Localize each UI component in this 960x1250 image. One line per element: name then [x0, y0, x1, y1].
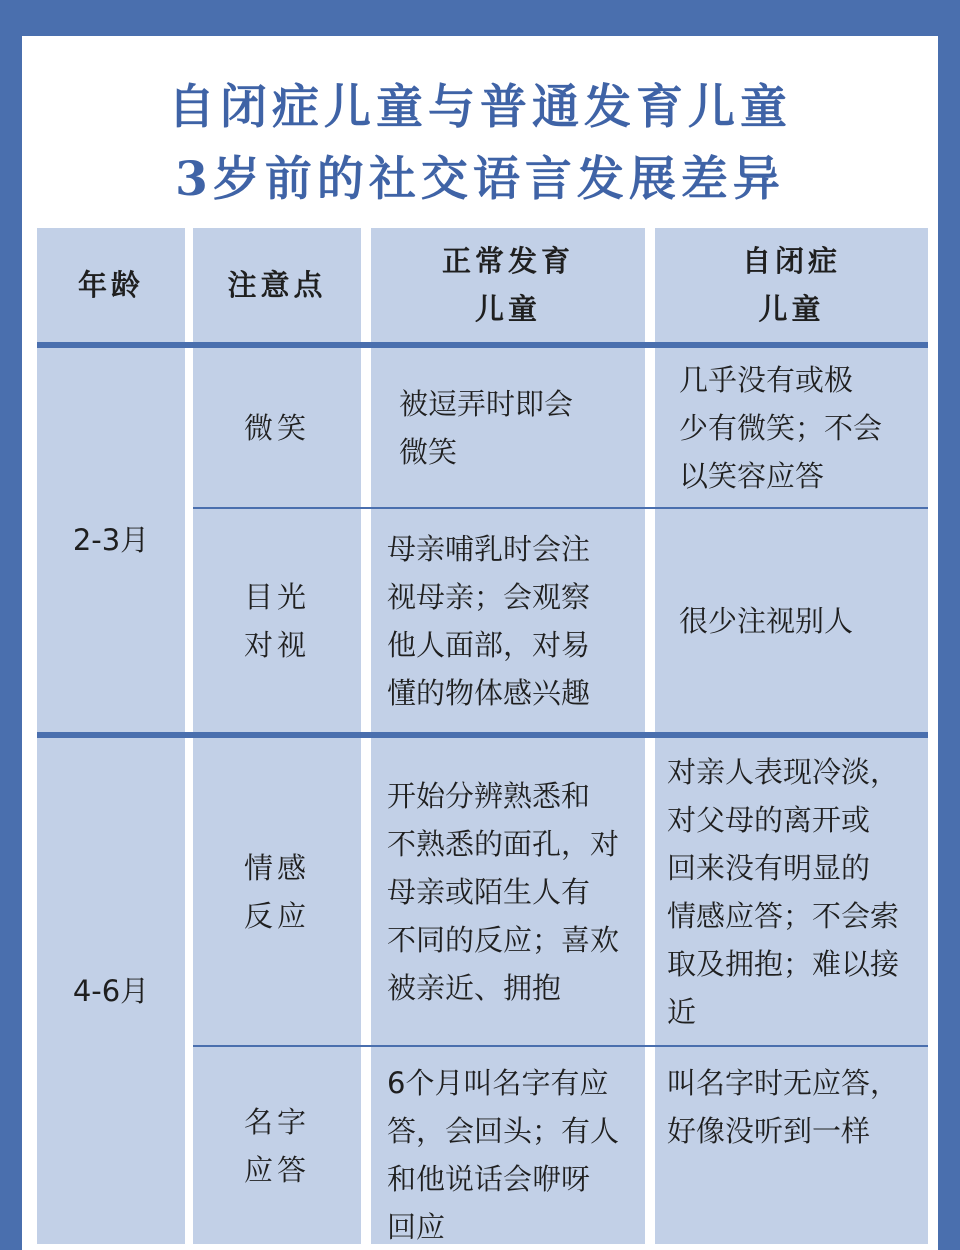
age-cell-4-6: 4-6月 — [37, 738, 185, 1244]
page-title — [0, 72, 960, 216]
header-autism: 自闭症 儿童 — [655, 228, 928, 342]
header-age: 年龄 — [37, 228, 185, 342]
autism-cell-eye-contact: 很少注视别人 — [655, 509, 928, 732]
header-point: 注意点 — [193, 228, 361, 342]
autism-cell-emotion: 对亲人表现冷淡， 对父母的离开或 回来没有明显的 情感应答；不会索 取及拥抱；难以接 近 — [655, 738, 928, 1045]
normal-cell-emotion: 开始分辨熟悉和 不熟悉的面孔，对 母亲或陌生人有 不同的反应；喜欢 被亲近、拥抱 — [371, 738, 645, 1045]
point-cell-name-response: 名字 应答 — [193, 1047, 361, 1244]
normal-cell-name-response: 6个月叫名字有应 答，会回头；有人 和他说话会咿呀 回应 — [371, 1047, 645, 1244]
title-line-2: 3岁前的社交语言发展差异 — [175, 152, 785, 207]
title-line-1: 自闭症儿童与普通发育儿童 — [168, 80, 792, 135]
autism-cell-smile: 几乎没有或极 少有微笑；不会 以笑容应答 — [655, 348, 928, 508]
point-cell-eye-contact: 目光 对视 — [193, 509, 361, 732]
autism-cell-name-response: 叫名字时无应答， 好像没听到一样 — [655, 1047, 928, 1244]
normal-cell-eye-contact: 母亲哺乳时会注 视母亲；会观察 他人面部，对易 懂的物体感兴趣 — [371, 509, 645, 732]
point-cell-smile: 微笑 — [193, 348, 361, 508]
age-cell-2-3: 2-3月 — [37, 348, 185, 732]
normal-cell-smile: 被逗弄时即会 微笑 — [371, 348, 645, 508]
header-normal: 正常发育 儿童 — [371, 228, 645, 342]
point-cell-emotion: 情感 反应 — [193, 738, 361, 1045]
